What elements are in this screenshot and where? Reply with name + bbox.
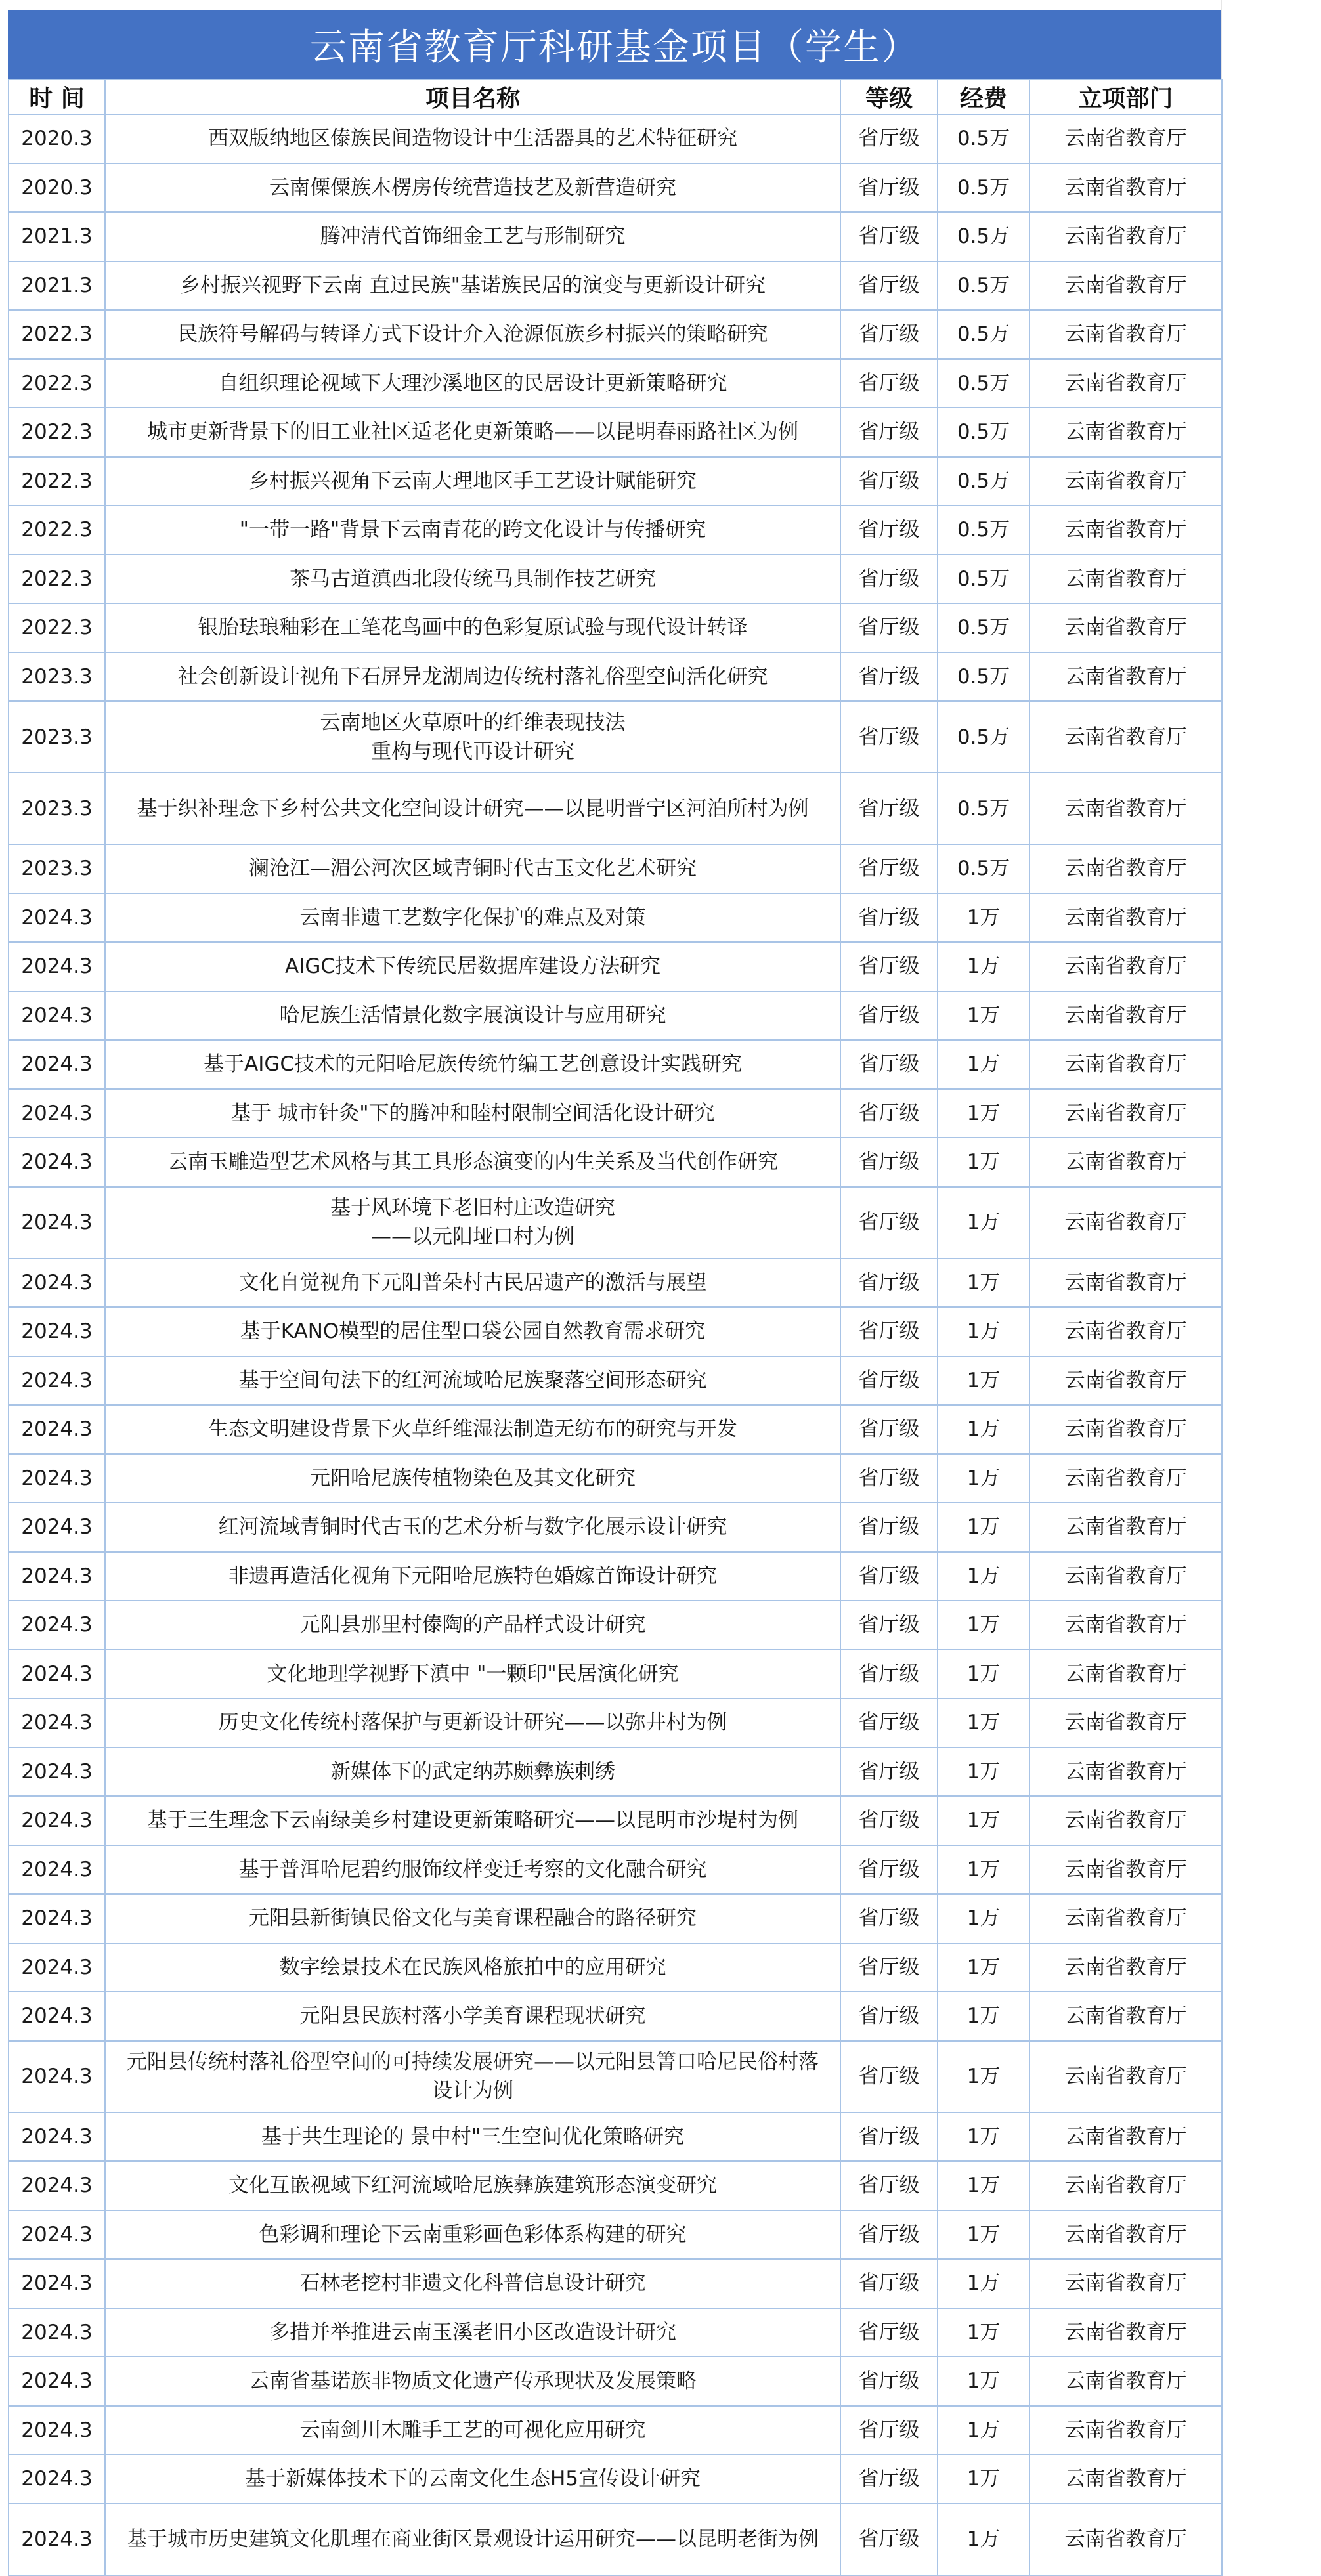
table-row bbox=[9, 555, 1222, 604]
cell-level: 省厅级 bbox=[840, 2161, 938, 2210]
table-row bbox=[9, 1894, 1222, 1943]
cell-level: 省厅级 bbox=[840, 1894, 938, 1943]
project-sheet bbox=[8, 10, 1221, 2576]
cell-fund: 0.5万 bbox=[938, 773, 1029, 844]
table-row bbox=[9, 163, 1222, 213]
cell-name: 茶马古道滇西北段传统马具制作技艺研究 bbox=[105, 555, 840, 604]
cell-dept: 云南省教育厅 bbox=[1029, 555, 1222, 604]
cell-fund: 1万 bbox=[938, 1138, 1029, 1187]
cell-time: 2024.3 bbox=[9, 1894, 105, 1943]
cell-time: 2024.3 bbox=[9, 2041, 105, 2113]
cell-name: 基于空间句法下的红河流域哈尼族聚落空间形态研究 bbox=[105, 1356, 840, 1406]
cell-dept: 云南省教育厅 bbox=[1029, 701, 1222, 773]
cell-level: 省厅级 bbox=[840, 1454, 938, 1503]
cell-dept: 云南省教育厅 bbox=[1029, 2308, 1222, 2357]
cell-fund: 1万 bbox=[938, 1356, 1029, 1406]
table-row bbox=[9, 653, 1222, 702]
cell-time: 2024.3 bbox=[9, 2113, 105, 2162]
cell-level: 省厅级 bbox=[840, 261, 938, 311]
cell-level: 省厅级 bbox=[840, 359, 938, 408]
cell-dept: 云南省教育厅 bbox=[1029, 1405, 1222, 1454]
cell-level: 省厅级 bbox=[840, 310, 938, 359]
table-row bbox=[9, 1089, 1222, 1138]
cell-time: 2024.3 bbox=[9, 1089, 105, 1138]
cell-time: 2024.3 bbox=[9, 1845, 105, 1895]
cell-fund: 1万 bbox=[938, 991, 1029, 1041]
cell-fund: 1万 bbox=[938, 2308, 1029, 2357]
cell-dept: 云南省教育厅 bbox=[1029, 942, 1222, 991]
cell-level: 省厅级 bbox=[840, 2504, 938, 2575]
cell-name: 基于织补理念下乡村公共文化空间设计研究——以昆明晋宁区河泊所村为例 bbox=[105, 773, 840, 844]
table-row bbox=[9, 2357, 1222, 2406]
cell-name: 文化自觉视角下元阳普朵村古民居遗产的激活与展望 bbox=[105, 1258, 840, 1308]
table-row bbox=[9, 1552, 1222, 1601]
cell-time: 2024.3 bbox=[9, 1405, 105, 1454]
cell-fund: 0.5万 bbox=[938, 701, 1029, 773]
cell-time: 2023.3 bbox=[9, 773, 105, 844]
cell-dept: 云南省教育厅 bbox=[1029, 2455, 1222, 2504]
table-row bbox=[9, 114, 1222, 163]
table-row bbox=[9, 991, 1222, 1041]
cell-dept: 云南省教育厅 bbox=[1029, 1845, 1222, 1895]
cell-time: 2024.3 bbox=[9, 893, 105, 943]
cell-dept: 云南省教育厅 bbox=[1029, 603, 1222, 653]
cell-name: 云南玉雕造型艺术风格与其工具形态演变的内生关系及当代创作研究 bbox=[105, 1138, 840, 1187]
cell-time: 2024.3 bbox=[9, 1187, 105, 1258]
cell-name: 元阳县传统村落礼俗型空间的可持续发展研究——以元阳县箐口哈尼民俗村落 设计为例 bbox=[105, 2041, 840, 2113]
cell-level: 省厅级 bbox=[840, 1138, 938, 1187]
cell-dept: 云南省教育厅 bbox=[1029, 114, 1222, 163]
cell-name: 基于城市历史建筑文化肌理在商业街区景观设计运用研究——以昆明老街为例 bbox=[105, 2504, 840, 2575]
cell-level: 省厅级 bbox=[840, 844, 938, 893]
cell-level: 省厅级 bbox=[840, 555, 938, 604]
cell-fund: 1万 bbox=[938, 1552, 1029, 1601]
projects-table bbox=[8, 79, 1223, 2576]
cell-fund: 1万 bbox=[938, 2210, 1029, 2260]
table-row bbox=[9, 1943, 1222, 1992]
cell-level: 省厅级 bbox=[840, 1258, 938, 1308]
cell-name: 红河流域青铜时代古玉的艺术分析与数字化展示设计研究 bbox=[105, 1503, 840, 1552]
cell-level: 省厅级 bbox=[840, 1748, 938, 1797]
table-row bbox=[9, 1503, 1222, 1552]
cell-time: 2024.3 bbox=[9, 942, 105, 991]
cell-dept: 云南省教育厅 bbox=[1029, 2161, 1222, 2210]
table-row bbox=[9, 2113, 1222, 2162]
cell-dept: 云南省教育厅 bbox=[1029, 1258, 1222, 1308]
cell-name: 基于AIGC技术的元阳哈尼族传统竹编工艺创意设计实践研究 bbox=[105, 1040, 840, 1089]
cell-dept: 云南省教育厅 bbox=[1029, 991, 1222, 1041]
cell-level: 省厅级 bbox=[840, 212, 938, 261]
header-name: 项目名称 bbox=[105, 79, 840, 114]
cell-time: 2024.3 bbox=[9, 2455, 105, 2504]
cell-time: 2024.3 bbox=[9, 2210, 105, 2260]
table-row bbox=[9, 505, 1222, 555]
table-row bbox=[9, 1650, 1222, 1699]
table-row bbox=[9, 1992, 1222, 2041]
cell-name: 哈尼族生活情景化数字展演设计与应用研究 bbox=[105, 991, 840, 1041]
cell-name: 元阳县那里村傣陶的产品样式设计研究 bbox=[105, 1600, 840, 1650]
cell-fund: 0.5万 bbox=[938, 457, 1029, 506]
cell-level: 省厅级 bbox=[840, 2259, 938, 2308]
table-row bbox=[9, 603, 1222, 653]
cell-time: 2024.3 bbox=[9, 2504, 105, 2575]
table-row bbox=[9, 1698, 1222, 1748]
table-row bbox=[9, 1258, 1222, 1308]
cell-time: 2021.3 bbox=[9, 212, 105, 261]
cell-dept: 云南省教育厅 bbox=[1029, 2504, 1222, 2575]
cell-dept: 云南省教育厅 bbox=[1029, 1187, 1222, 1258]
cell-name: 社会创新设计视角下石屏异龙湖周边传统村落礼俗型空间活化研究 bbox=[105, 653, 840, 702]
cell-level: 省厅级 bbox=[840, 701, 938, 773]
cell-dept: 云南省教育厅 bbox=[1029, 1992, 1222, 2041]
cell-name: 基于共生理论的 景中村"三生空间优化策略研究 bbox=[105, 2113, 840, 2162]
table-row bbox=[9, 2210, 1222, 2260]
cell-time: 2023.3 bbox=[9, 844, 105, 893]
cell-fund: 1万 bbox=[938, 1405, 1029, 1454]
header-time: 时 间 bbox=[9, 79, 105, 114]
cell-time: 2024.3 bbox=[9, 2308, 105, 2357]
cell-dept: 云南省教育厅 bbox=[1029, 1307, 1222, 1356]
cell-level: 省厅级 bbox=[840, 114, 938, 163]
cell-time: 2022.3 bbox=[9, 408, 105, 457]
cell-name: 腾冲清代首饰细金工艺与形制研究 bbox=[105, 212, 840, 261]
cell-name: 城市更新背景下的旧工业社区适老化更新策略——以昆明春雨路社区为例 bbox=[105, 408, 840, 457]
cell-level: 省厅级 bbox=[840, 1650, 938, 1699]
table-row bbox=[9, 773, 1222, 844]
table-header bbox=[9, 79, 1222, 114]
cell-level: 省厅级 bbox=[840, 991, 938, 1041]
table-row bbox=[9, 2259, 1222, 2308]
cell-fund: 1万 bbox=[938, 1992, 1029, 2041]
table-row bbox=[9, 359, 1222, 408]
cell-fund: 0.5万 bbox=[938, 212, 1029, 261]
cell-dept: 云南省教育厅 bbox=[1029, 505, 1222, 555]
table-row bbox=[9, 261, 1222, 311]
cell-fund: 0.5万 bbox=[938, 261, 1029, 311]
table-row bbox=[9, 1748, 1222, 1797]
table-row bbox=[9, 2406, 1222, 2455]
cell-name: 数字绘景技术在民族风格旅拍中的应用研究 bbox=[105, 1943, 840, 1992]
cell-time: 2024.3 bbox=[9, 1748, 105, 1797]
table-row bbox=[9, 2161, 1222, 2210]
cell-dept: 云南省教育厅 bbox=[1029, 408, 1222, 457]
cell-dept: 云南省教育厅 bbox=[1029, 1040, 1222, 1089]
cell-name: 元阳县新街镇民俗文化与美育课程融合的路径研究 bbox=[105, 1894, 840, 1943]
cell-time: 2024.3 bbox=[9, 2161, 105, 2210]
sheet-title: 云南省教育厅科研基金项目（学生） bbox=[8, 10, 1221, 79]
cell-time: 2020.3 bbox=[9, 163, 105, 213]
cell-fund: 0.5万 bbox=[938, 359, 1029, 408]
cell-name: 乡村振兴视野下云南 直过民族"基诺族民居的演变与更新设计研究 bbox=[105, 261, 840, 311]
cell-time: 2024.3 bbox=[9, 1454, 105, 1503]
cell-time: 2024.3 bbox=[9, 2357, 105, 2406]
cell-fund: 1万 bbox=[938, 942, 1029, 991]
cell-time: 2024.3 bbox=[9, 1503, 105, 1552]
cell-level: 省厅级 bbox=[840, 1698, 938, 1748]
cell-fund: 0.5万 bbox=[938, 163, 1029, 213]
cell-fund: 1万 bbox=[938, 1894, 1029, 1943]
cell-time: 2024.3 bbox=[9, 1600, 105, 1650]
cell-level: 省厅级 bbox=[840, 2113, 938, 2162]
cell-time: 2024.3 bbox=[9, 991, 105, 1041]
cell-dept: 云南省教育厅 bbox=[1029, 2259, 1222, 2308]
cell-time: 2024.3 bbox=[9, 1992, 105, 2041]
cell-fund: 0.5万 bbox=[938, 603, 1029, 653]
cell-level: 省厅级 bbox=[840, 2210, 938, 2260]
cell-name: 生态文明建设背景下火草纤维湿法制造无纺布的研究与开发 bbox=[105, 1405, 840, 1454]
cell-time: 2022.3 bbox=[9, 310, 105, 359]
cell-level: 省厅级 bbox=[840, 2455, 938, 2504]
table-row bbox=[9, 844, 1222, 893]
cell-dept: 云南省教育厅 bbox=[1029, 1503, 1222, 1552]
table-row bbox=[9, 1040, 1222, 1089]
cell-fund: 1万 bbox=[938, 1258, 1029, 1308]
cell-name: AIGC技术下传统民居数据库建设方法研究 bbox=[105, 942, 840, 991]
cell-name: 非遗再造活化视角下元阳哈尼族特色婚嫁首饰设计研究 bbox=[105, 1552, 840, 1601]
cell-fund: 0.5万 bbox=[938, 114, 1029, 163]
cell-time: 2021.3 bbox=[9, 261, 105, 311]
cell-dept: 云南省教育厅 bbox=[1029, 2113, 1222, 2162]
table-row bbox=[9, 893, 1222, 943]
cell-time: 2023.3 bbox=[9, 653, 105, 702]
table-row bbox=[9, 212, 1222, 261]
cell-time: 2024.3 bbox=[9, 1698, 105, 1748]
cell-level: 省厅级 bbox=[840, 1089, 938, 1138]
cell-fund: 1万 bbox=[938, 1698, 1029, 1748]
cell-name: 基于三生理念下云南绿美乡村建设更新策略研究——以昆明市沙堤村为例 bbox=[105, 1796, 840, 1845]
cell-name: 云南省基诺族非物质文化遗产传承现状及发展策略 bbox=[105, 2357, 840, 2406]
cell-fund: 1万 bbox=[938, 1796, 1029, 1845]
cell-level: 省厅级 bbox=[840, 408, 938, 457]
cell-fund: 1万 bbox=[938, 1454, 1029, 1503]
cell-dept: 云南省教育厅 bbox=[1029, 310, 1222, 359]
cell-level: 省厅级 bbox=[840, 1796, 938, 1845]
cell-dept: 云南省教育厅 bbox=[1029, 2406, 1222, 2455]
cell-time: 2024.3 bbox=[9, 1138, 105, 1187]
cell-dept: 云南省教育厅 bbox=[1029, 1650, 1222, 1699]
cell-level: 省厅级 bbox=[840, 653, 938, 702]
cell-name: 西双版纳地区傣族民间造物设计中生活器具的艺术特征研究 bbox=[105, 114, 840, 163]
header-dept: 立项部门 bbox=[1029, 79, 1222, 114]
cell-level: 省厅级 bbox=[840, 942, 938, 991]
cell-name: 历史文化传统村落保护与更新设计研究——以弥井村为例 bbox=[105, 1698, 840, 1748]
cell-dept: 云南省教育厅 bbox=[1029, 1356, 1222, 1406]
cell-time: 2024.3 bbox=[9, 1552, 105, 1601]
cell-fund: 1万 bbox=[938, 1748, 1029, 1797]
cell-time: 2024.3 bbox=[9, 1040, 105, 1089]
cell-fund: 0.5万 bbox=[938, 408, 1029, 457]
cell-level: 省厅级 bbox=[840, 2308, 938, 2357]
cell-level: 省厅级 bbox=[840, 1992, 938, 2041]
cell-time: 2024.3 bbox=[9, 1796, 105, 1845]
cell-dept: 云南省教育厅 bbox=[1029, 163, 1222, 213]
cell-fund: 1万 bbox=[938, 1040, 1029, 1089]
header-row bbox=[9, 79, 1222, 114]
cell-level: 省厅级 bbox=[840, 2041, 938, 2113]
cell-dept: 云南省教育厅 bbox=[1029, 844, 1222, 893]
cell-fund: 1万 bbox=[938, 2504, 1029, 2575]
cell-fund: 1万 bbox=[938, 893, 1029, 943]
cell-dept: 云南省教育厅 bbox=[1029, 773, 1222, 844]
cell-time: 2024.3 bbox=[9, 1943, 105, 1992]
table-row bbox=[9, 1187, 1222, 1258]
cell-level: 省厅级 bbox=[840, 457, 938, 506]
cell-level: 省厅级 bbox=[840, 505, 938, 555]
cell-time: 2024.3 bbox=[9, 2406, 105, 2455]
cell-time: 2024.3 bbox=[9, 1307, 105, 1356]
cell-dept: 云南省教育厅 bbox=[1029, 653, 1222, 702]
cell-name: 云南非遗工艺数字化保护的难点及对策 bbox=[105, 893, 840, 943]
cell-level: 省厅级 bbox=[840, 2357, 938, 2406]
header-fund: 经费 bbox=[938, 79, 1029, 114]
cell-level: 省厅级 bbox=[840, 1405, 938, 1454]
cell-dept: 云南省教育厅 bbox=[1029, 212, 1222, 261]
table-row bbox=[9, 1454, 1222, 1503]
cell-dept: 云南省教育厅 bbox=[1029, 1138, 1222, 1187]
cell-dept: 云南省教育厅 bbox=[1029, 1552, 1222, 1601]
cell-fund: 1万 bbox=[938, 1845, 1029, 1895]
cell-name: 文化地理学视野下滇中 "一颗印"民居演化研究 bbox=[105, 1650, 840, 1699]
cell-name: 云南地区火草原叶的纤维表现技法 重构与现代再设计研究 bbox=[105, 701, 840, 773]
header-level: 等级 bbox=[840, 79, 938, 114]
cell-name: 银胎珐琅釉彩在工笔花鸟画中的色彩复原试验与现代设计转译 bbox=[105, 603, 840, 653]
cell-fund: 1万 bbox=[938, 2357, 1029, 2406]
table-row bbox=[9, 310, 1222, 359]
cell-level: 省厅级 bbox=[840, 1503, 938, 1552]
table-row bbox=[9, 2308, 1222, 2357]
cell-level: 省厅级 bbox=[840, 2406, 938, 2455]
cell-level: 省厅级 bbox=[840, 773, 938, 844]
cell-fund: 1万 bbox=[938, 1943, 1029, 1992]
cell-time: 2020.3 bbox=[9, 114, 105, 163]
cell-fund: 1万 bbox=[938, 2161, 1029, 2210]
cell-time: 2023.3 bbox=[9, 701, 105, 773]
cell-name: 基于KANO模型的居住型口袋公园自然教育需求研究 bbox=[105, 1307, 840, 1356]
cell-time: 2022.3 bbox=[9, 359, 105, 408]
cell-level: 省厅级 bbox=[840, 603, 938, 653]
table-row bbox=[9, 1600, 1222, 1650]
table-row bbox=[9, 457, 1222, 506]
cell-name: 石林老挖村非遗文化科普信息设计研究 bbox=[105, 2259, 840, 2308]
cell-dept: 云南省教育厅 bbox=[1029, 2210, 1222, 2260]
cell-name: 多措并举推进云南玉溪老旧小区改造设计研究 bbox=[105, 2308, 840, 2357]
cell-time: 2024.3 bbox=[9, 1356, 105, 1406]
cell-name: 乡村振兴视角下云南大理地区手工艺设计赋能研究 bbox=[105, 457, 840, 506]
cell-name: 基于新媒体技术下的云南文化生态H5宣传设计研究 bbox=[105, 2455, 840, 2504]
table-row bbox=[9, 408, 1222, 457]
table-row bbox=[9, 1405, 1222, 1454]
cell-dept: 云南省教育厅 bbox=[1029, 1089, 1222, 1138]
cell-fund: 1万 bbox=[938, 1600, 1029, 1650]
table-row bbox=[9, 1138, 1222, 1187]
cell-name: 澜沧江—湄公河次区域青铜时代古玉文化艺术研究 bbox=[105, 844, 840, 893]
cell-dept: 云南省教育厅 bbox=[1029, 1748, 1222, 1797]
cell-level: 省厅级 bbox=[840, 1040, 938, 1089]
cell-name: 元阳哈尼族传植物染色及其文化研究 bbox=[105, 1454, 840, 1503]
cell-level: 省厅级 bbox=[840, 893, 938, 943]
table-row bbox=[9, 2455, 1222, 2504]
cell-fund: 1万 bbox=[938, 1503, 1029, 1552]
cell-name: 民族符号解码与转译方式下设计介入沧源佤族乡村振兴的策略研究 bbox=[105, 310, 840, 359]
cell-level: 省厅级 bbox=[840, 1552, 938, 1601]
cell-fund: 1万 bbox=[938, 2113, 1029, 2162]
cell-time: 2024.3 bbox=[9, 1650, 105, 1699]
cell-name: 元阳县民族村落小学美育课程现状研究 bbox=[105, 1992, 840, 2041]
cell-name: 云南傈僳族木楞房传统营造技艺及新营造研究 bbox=[105, 163, 840, 213]
cell-dept: 云南省教育厅 bbox=[1029, 2041, 1222, 2113]
cell-dept: 云南省教育厅 bbox=[1029, 1894, 1222, 1943]
cell-name: 基于普洱哈尼碧约服饰纹样变迁考察的文化融合研究 bbox=[105, 1845, 840, 1895]
table-row bbox=[9, 1845, 1222, 1895]
cell-time: 2022.3 bbox=[9, 555, 105, 604]
cell-dept: 云南省教育厅 bbox=[1029, 359, 1222, 408]
cell-fund: 1万 bbox=[938, 1650, 1029, 1699]
table-row bbox=[9, 1307, 1222, 1356]
cell-fund: 1万 bbox=[938, 2259, 1029, 2308]
cell-time: 2024.3 bbox=[9, 2259, 105, 2308]
cell-fund: 1万 bbox=[938, 2041, 1029, 2113]
cell-level: 省厅级 bbox=[840, 1307, 938, 1356]
cell-dept: 云南省教育厅 bbox=[1029, 893, 1222, 943]
cell-name: 基于 城市针灸"下的腾冲和睦村限制空间活化设计研究 bbox=[105, 1089, 840, 1138]
cell-fund: 0.5万 bbox=[938, 310, 1029, 359]
cell-time: 2024.3 bbox=[9, 1258, 105, 1308]
cell-name: 新媒体下的武定纳苏颇彝族刺绣 bbox=[105, 1748, 840, 1797]
cell-dept: 云南省教育厅 bbox=[1029, 457, 1222, 506]
table-row bbox=[9, 1356, 1222, 1406]
cell-level: 省厅级 bbox=[840, 163, 938, 213]
table-body bbox=[9, 114, 1222, 2575]
cell-fund: 0.5万 bbox=[938, 505, 1029, 555]
table-row bbox=[9, 1796, 1222, 1845]
cell-level: 省厅级 bbox=[840, 1187, 938, 1258]
cell-time: 2022.3 bbox=[9, 457, 105, 506]
cell-level: 省厅级 bbox=[840, 1943, 938, 1992]
cell-time: 2022.3 bbox=[9, 603, 105, 653]
cell-dept: 云南省教育厅 bbox=[1029, 1600, 1222, 1650]
cell-dept: 云南省教育厅 bbox=[1029, 1698, 1222, 1748]
cell-level: 省厅级 bbox=[840, 1356, 938, 1406]
table-row bbox=[9, 2041, 1222, 2113]
cell-fund: 0.5万 bbox=[938, 555, 1029, 604]
cell-fund: 1万 bbox=[938, 2455, 1029, 2504]
cell-fund: 1万 bbox=[938, 1187, 1029, 1258]
cell-fund: 1万 bbox=[938, 1307, 1029, 1356]
cell-name: 基于风环境下老旧村庄改造研究 ——以元阳垭口村为例 bbox=[105, 1187, 840, 1258]
cell-dept: 云南省教育厅 bbox=[1029, 2357, 1222, 2406]
table-row bbox=[9, 942, 1222, 991]
cell-fund: 0.5万 bbox=[938, 653, 1029, 702]
cell-name: "一带一路"背景下云南青花的跨文化设计与传播研究 bbox=[105, 505, 840, 555]
cell-name: 色彩调和理论下云南重彩画色彩体系构建的研究 bbox=[105, 2210, 840, 2260]
cell-dept: 云南省教育厅 bbox=[1029, 1454, 1222, 1503]
cell-fund: 1万 bbox=[938, 2406, 1029, 2455]
cell-fund: 0.5万 bbox=[938, 844, 1029, 893]
cell-level: 省厅级 bbox=[840, 1600, 938, 1650]
cell-name: 云南剑川木雕手工艺的可视化应用研究 bbox=[105, 2406, 840, 2455]
table-row bbox=[9, 701, 1222, 773]
cell-dept: 云南省教育厅 bbox=[1029, 261, 1222, 311]
cell-name: 自组织理论视域下大理沙溪地区的民居设计更新策略研究 bbox=[105, 359, 840, 408]
table-row bbox=[9, 2504, 1222, 2575]
cell-dept: 云南省教育厅 bbox=[1029, 1796, 1222, 1845]
cell-time: 2022.3 bbox=[9, 505, 105, 555]
cell-dept: 云南省教育厅 bbox=[1029, 1943, 1222, 1992]
cell-level: 省厅级 bbox=[840, 1845, 938, 1895]
cell-name: 文化互嵌视域下红河流域哈尼族彝族建筑形态演变研究 bbox=[105, 2161, 840, 2210]
cell-fund: 1万 bbox=[938, 1089, 1029, 1138]
